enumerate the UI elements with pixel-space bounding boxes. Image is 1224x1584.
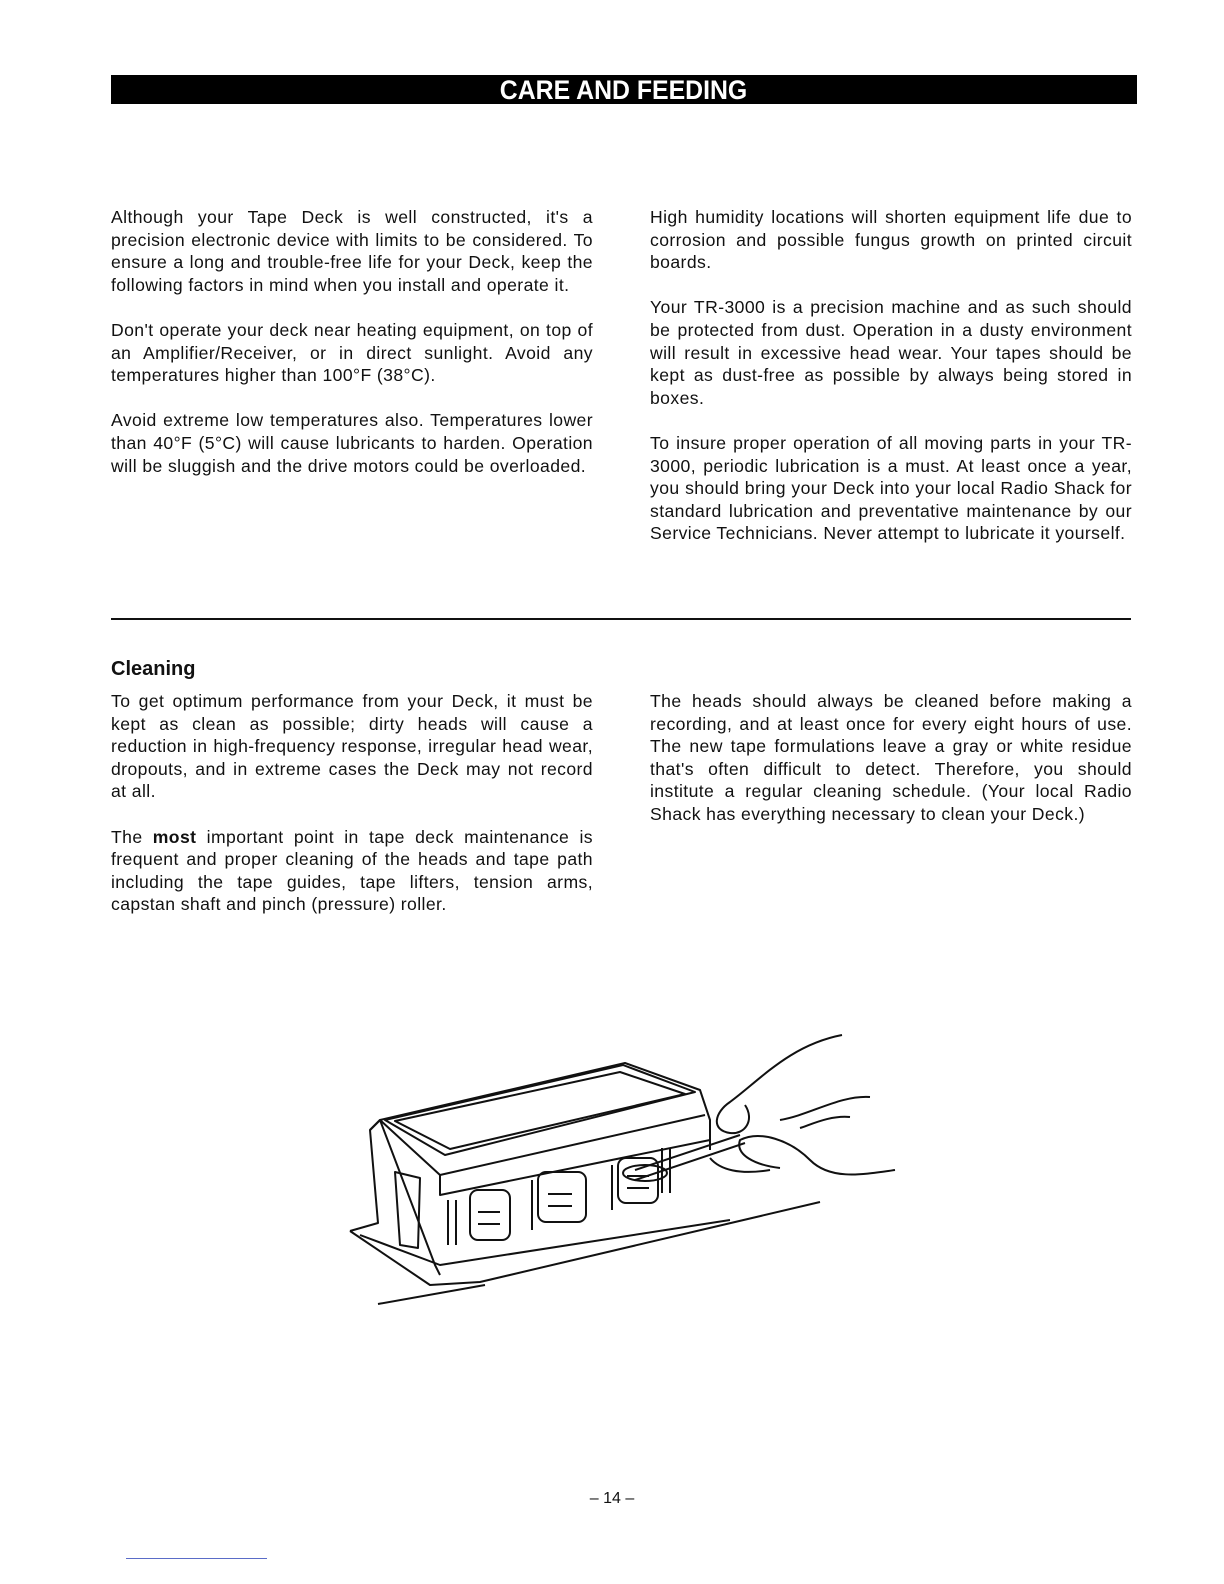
cleaning-right-column	[650, 690, 1132, 848]
intro-right-column	[650, 206, 1132, 568]
intro-left-column	[111, 206, 593, 500]
paragraph: To get optimum performance from your Deck, it must be kept as clean as possible; dirty heads will cause a reduction in high-frequency response, irregular head wear, dropouts, and in extreme cases the Deck may not record at all.	[111, 691, 593, 802]
paragraph	[111, 826, 593, 916]
head-cleaning-illustration	[340, 1020, 900, 1310]
footer-line	[126, 1558, 267, 1559]
paragraph: Your TR-3000 is a precision machine and as such should be protected from dust. Operation in a dusty environment will result in excessive head wear. Your tapes should be kept as dust-free as possible by always being stored in boxes.	[650, 297, 1132, 408]
text: The	[111, 826, 153, 847]
text: important point in tape deck maintenance is frequent and proper cleaning of the heads and tape path including the tape guides, tape lifters, tension arms, capstan shaft and pinch (pressure) roller.	[111, 826, 593, 915]
section-divider	[111, 618, 1131, 620]
emphasis: most	[152, 826, 197, 847]
paragraph: Although your Tape Deck is well constructed, it's a precision electronic device with limits to be considered. To ensure a long and trouble-free life for your Deck, keep the following factors in mind when you install and operate it.	[111, 207, 593, 295]
paragraph: To insure proper operation of all moving parts in your TR-3000, periodic lubrication is a must. At least once a year, you should bring your Deck into your local Radio Shack for standard lubrication and preventative maintenance by our Service Technicians. Never attempt to lubricate it yourself.	[650, 432, 1132, 544]
paragraph: Avoid extreme low temperatures also. Temperatures lower than 40°F (5°C) will cause lubricants to harden. Operation will be sluggish and the drive motors could be overloaded.	[111, 410, 593, 476]
paragraph: Don't operate your deck near heating equipment, on top of an Amplifier/Receiver, or in direct sunlight. Avoid any temperatures higher than 100°F (38°C).	[111, 319, 593, 386]
cleaning-left-column	[111, 690, 593, 939]
page-number: – 14 –	[589, 1490, 635, 1507]
paragraph: The heads should always be cleaned before making a recording, and at least once for every eight hours of use. The new tape formulations leave a gray or white residue that's often difficult to detect. Therefore, you should institute a regular cleaning schedule. (Your local Radio Shack has everything necessary to clean your Deck.)	[650, 691, 1132, 824]
page-title: CARE AND FEEDING	[500, 75, 748, 105]
page-title-banner	[111, 75, 1137, 104]
paragraph: High humidity locations will shorten equipment life due to corrosion and possible fungus growth on printed circuit boards.	[650, 207, 1132, 273]
cleaning-heading: Cleaning	[111, 658, 196, 680]
